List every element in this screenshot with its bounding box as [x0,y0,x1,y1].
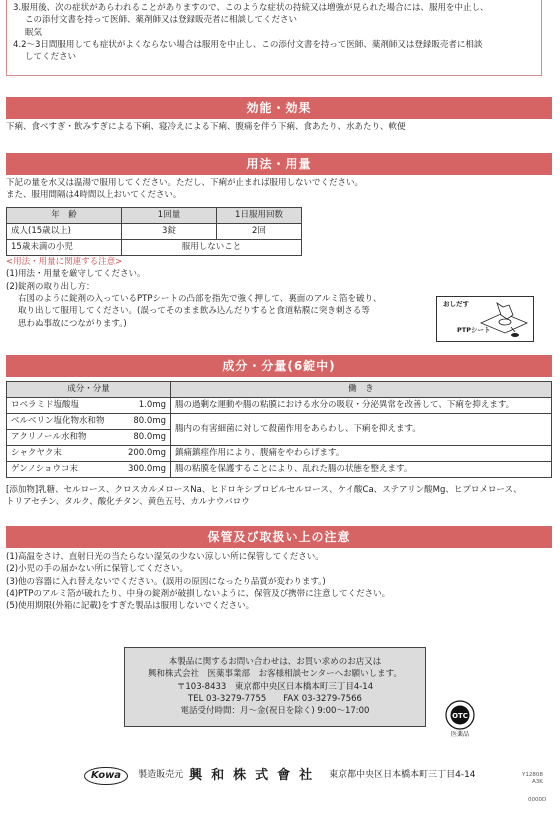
footer-company: 興和株式會社 [189,767,322,783]
dosage-heading: 用法・用量 [6,153,552,175]
dosage-header-age: 年 齢 [7,208,122,224]
otc-mark-icon [440,698,480,738]
dosage-line1: 下記の量を水又は温湯で服用してください。ただし、下痢が止まれば服用しないでください。 [6,178,364,188]
ingredient-cell: ベルベリン塩化物水和物 80.0mg [7,414,171,430]
dosage-note: (2)錠剤の取り出し方： [6,281,95,292]
contact-line: 〒103-8433 東京都中央区日本橋本町三丁目4-14 [176,681,374,692]
ptp-press-icon [437,297,533,341]
dosage-note-title: <用法・用量に関連する注意> [6,257,123,267]
ingredients-table [6,381,552,478]
dosage-cell: 2回 [217,224,302,240]
storage-item: (5)使用期限(外箱に記載)をすぎた製品は服用しないでください。 [6,601,255,612]
svg-text:OTC: OTC [452,712,468,720]
contact-line: 電話受付時間：月～金(祝日を除く) 9:00～17:00 [180,706,370,717]
storage-item: (1)高温をさけ、直射日光の当たらない湿気の少ない涼しい所に保管してください。 [6,552,324,562]
print-code: 0000D [528,797,547,803]
dosage-intro [6,177,554,202]
caution-box [6,0,542,76]
dosage-note: (1)用法・用量を厳守してください。 [6,269,146,280]
dosage-line2: また、服用間隔は4時間以上おいてください。 [6,190,182,201]
storage-item: (2)小児の手の届かない所に保管してください。 [6,564,189,575]
contact-line: 興和株式会社 医薬事業部 お客様相談センターへお願いします。 [148,669,402,680]
footer [84,766,476,786]
print-code: A3K [532,779,543,785]
footer-role: 製造販売元 [138,770,184,781]
caution-line: してください [25,52,77,63]
ingredient-effect: 腸の粘膜を保護することにより、乱れた腸の状態を整えます。 [171,462,552,478]
ingredient-cell: シャクヤク末 200.0mg [7,446,171,462]
storage-list [6,551,554,613]
dosage-cell: 15歳未満の小児 [7,240,122,256]
svg-text:医薬品: 医薬品 [450,731,470,738]
dosage-note: 右図のように錠剤の入っているPTPシートの凸部を指先で強く押して、裏面のアルミ箔を破り、 [18,293,382,304]
ingredient-cell: アクリノール水和物 80.0mg [7,430,171,446]
caution-line: この添付文書を持って医師、薬剤師又は登録販売者に相談してください [25,15,298,26]
print-code: Y12808 [522,772,543,778]
dosage-header-dose: 1回量 [122,208,217,224]
ingredient-effect: 腸内の有害細菌に対して殺菌作用をあらわし、下痢を抑えます。 [171,414,552,446]
dosage-cell: 成人(15歳以上) [7,224,122,240]
contact-box [124,647,426,727]
dosage-table [6,207,302,256]
ingredient-cell: ゲンノショウコ末 300.0mg [7,462,171,478]
dosage-note: 取り出して服用してください。(誤ってそのまま飲み込んだりすると食道粘膜に突き刺さる等 [18,306,370,317]
ingredient-effect: 腸の過剰な運動や腸の粘膜における水分の吸収・分泌異常を改善して、下痢を抑えます。 [171,398,552,414]
additives [6,484,554,509]
kowa-logo: Kowa [84,767,128,786]
efficacy-text: 下痢、食べすぎ・飲みすぎによる下痢、寝冷えによる下痢、腹痛を伴う下痢、食あたり、水あたり、軟便 [6,122,406,132]
efficacy-section [6,121,554,133]
additives-line: トリアセチン、タルク、酸化チタン、黄色五号、カルナウバロウ [6,497,250,508]
storage-item: (3)他の容器に入れ替えないでください。(誤用の原因になったり品質が変わります。) [6,576,326,587]
storage-item: (4)PTPのアルミ箔が破れたり、中身の錠剤が破損しないように、保管及び携帯に注意してください。 [6,588,391,599]
additives-line: [添加物]乳糖、セルロース、クロスカルメロースNa、ヒドロキシプロピルセルロース、ケイ酸Ca、ステアリン酸Mg、ヒプロメロース、 [6,485,522,495]
dosage-cell: 服用しないこと [122,240,302,256]
dosage-note: 思わぬ事故につながります。) [18,318,127,329]
ptp-sheet-label: PTPシート [457,326,491,334]
efficacy-heading: 効能・効果 [6,97,552,119]
storage-heading: 保管及び取扱い上の注意 [6,526,552,548]
ingredients-heading: 成分・分量(6錠中) [6,355,552,377]
ingredient-effect: 鎮痛鎮痙作用により、腹痛をやわらげます。 [171,446,552,462]
ingredients-header-name: 成分・分量 [7,382,171,398]
caution-line: 3.服用後、次の症状があらわれることがありますので、このような症状の持続又は増強が見られた場合には、服用を中止し、 [13,3,489,13]
caution-line: 眠気 [25,27,43,38]
contact-line: TEL 03-3279-7755 FAX 03-3279-7566 [188,693,362,704]
caution-line: 4.2～3日間服用しても症状がよくならない場合は服用を中止し、この添付文書を持って医師、薬剤師又は登録販売者に相談 [13,39,483,50]
ingredients-header-effect: 働 き [171,382,552,398]
ptp-push-label: おしだす [443,300,469,308]
dosage-cell: 3錠 [122,224,217,240]
ingredient-cell: ロペラミド塩酸塩 1.0mg [7,398,171,414]
contact-line: 本製品に関するお問い合わせは、お買い求めのお店又は [168,657,382,667]
dosage-header-times: 1日服用回数 [217,208,302,224]
ptp-illustration [436,296,534,342]
footer-address: 東京都中央区日本橋本町三丁目4-14 [329,770,476,781]
